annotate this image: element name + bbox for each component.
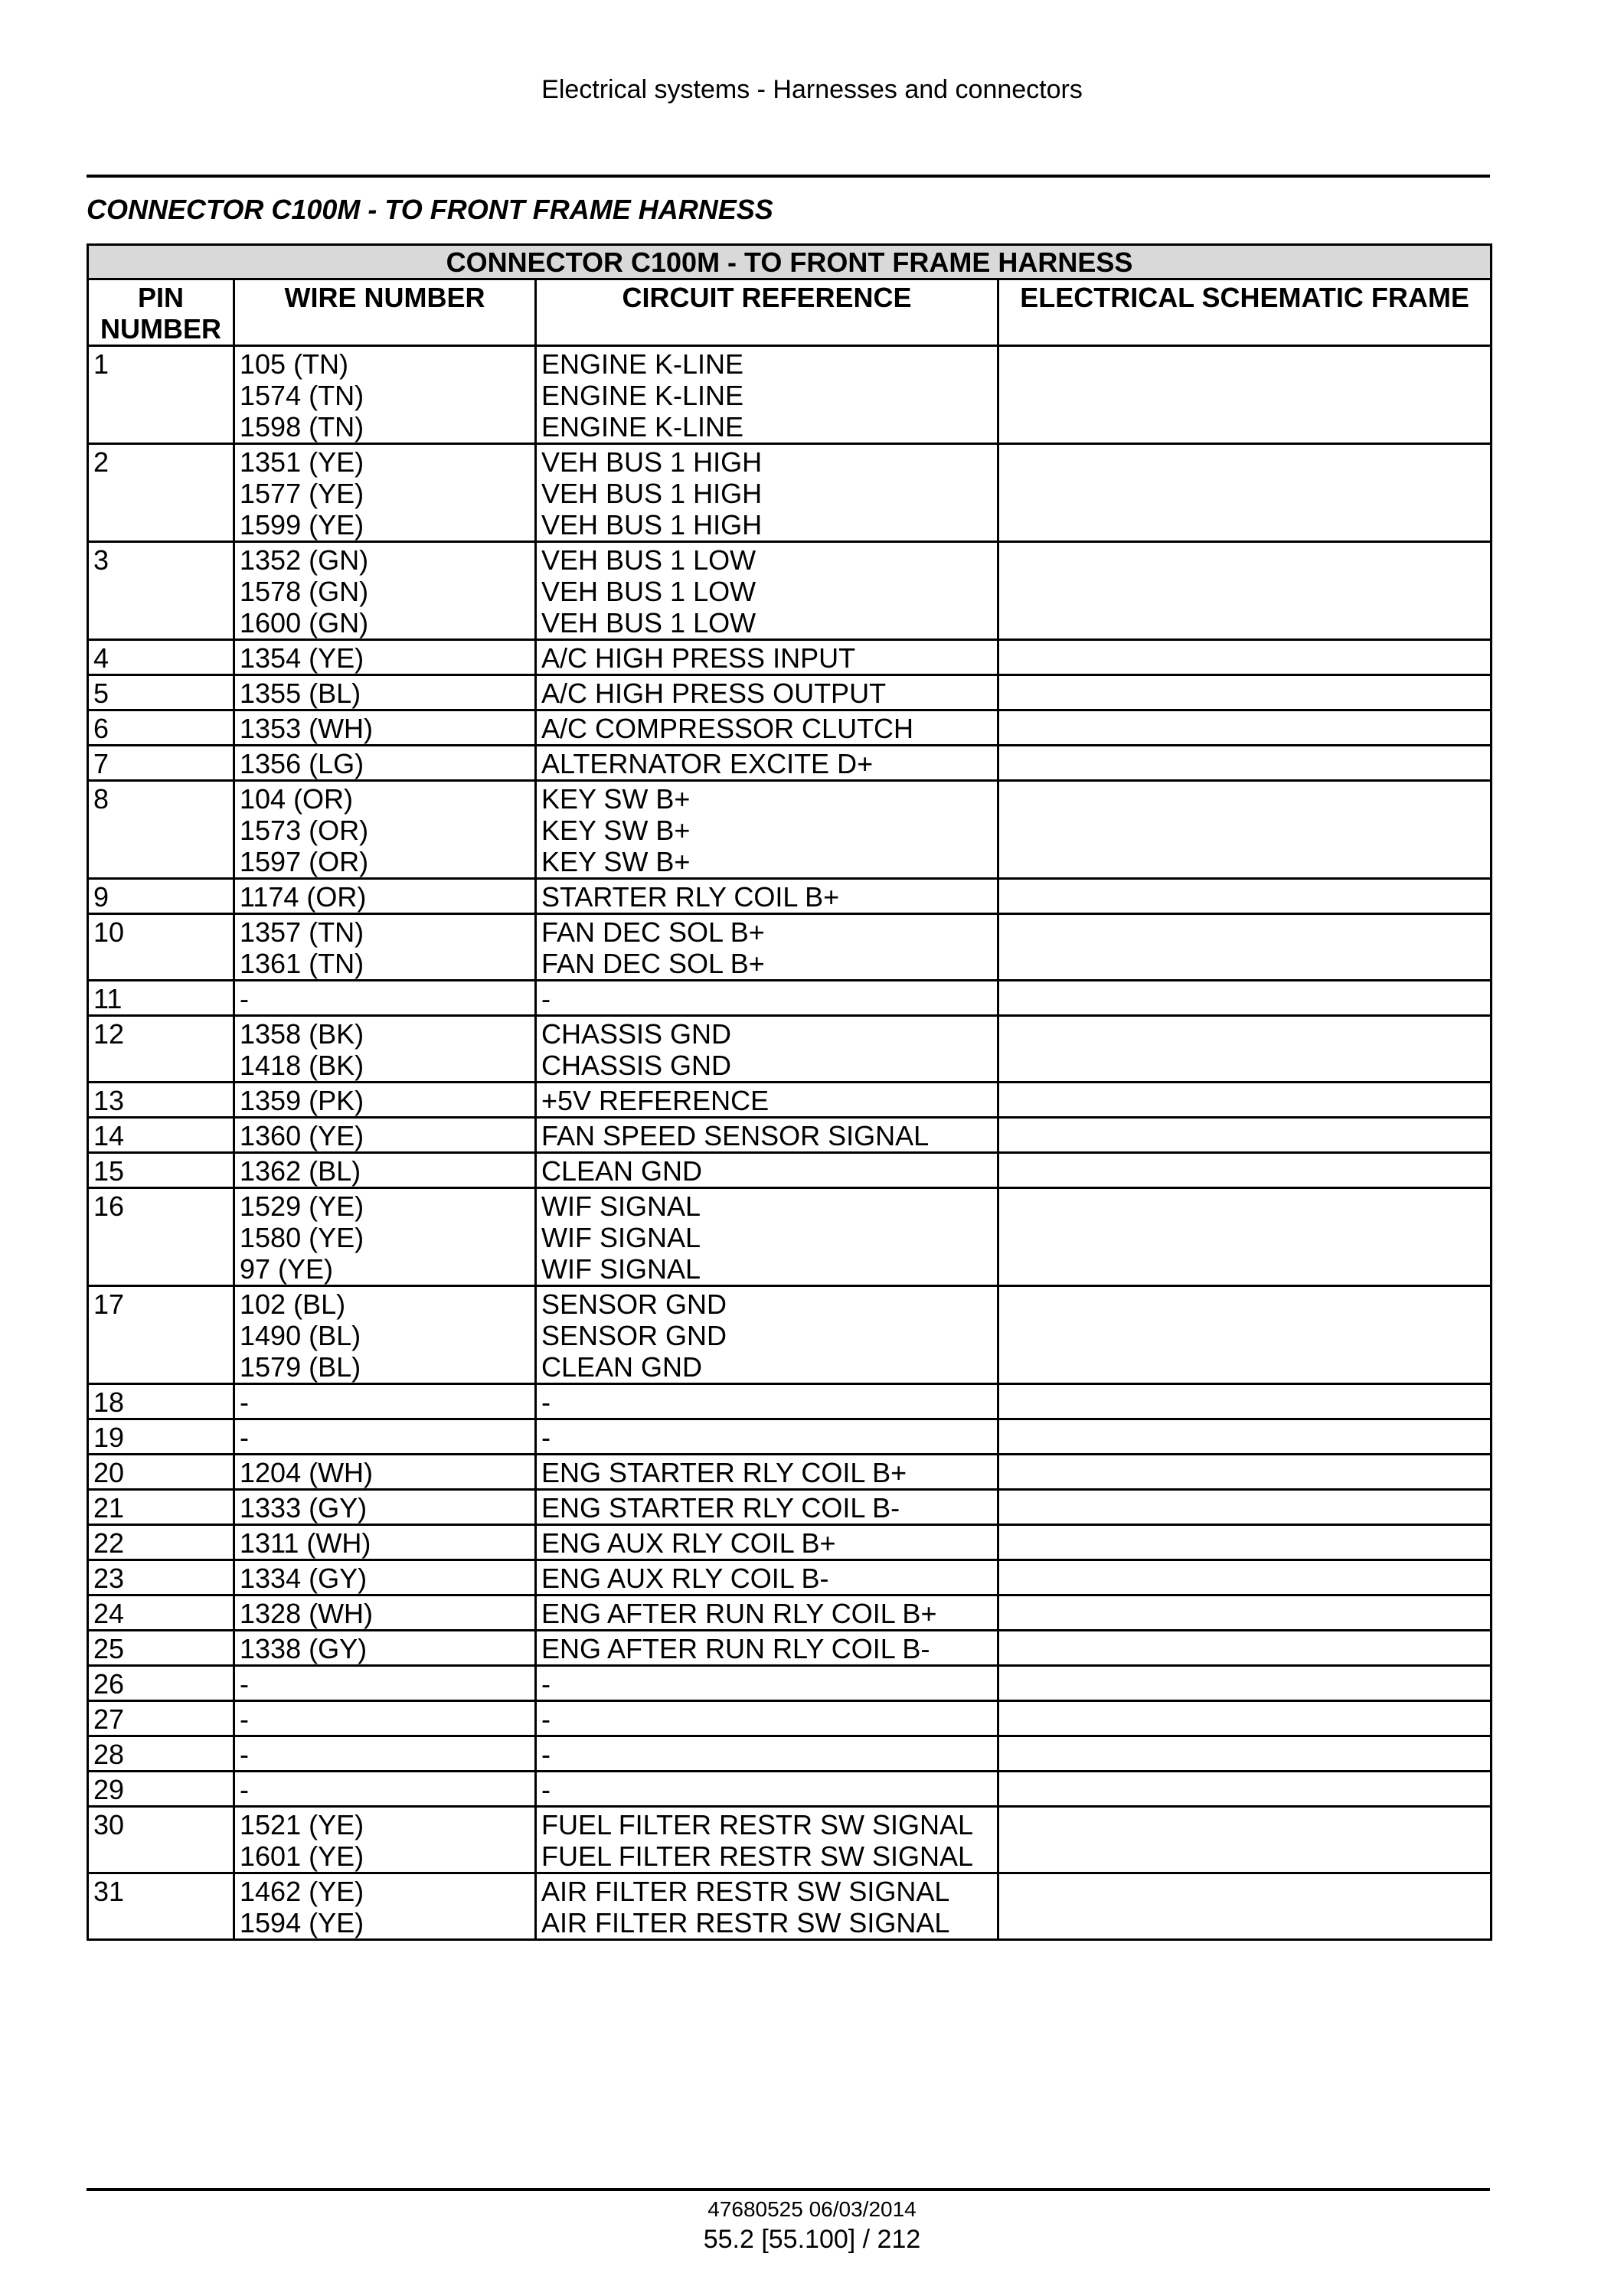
wire-number: 1359 (PK) xyxy=(240,1085,364,1116)
schematic-frame-cell xyxy=(998,675,1492,710)
wire-number: 1204 (WH) xyxy=(240,1457,374,1488)
pin-number-cell: 8 xyxy=(88,781,234,879)
schematic-frame-cell xyxy=(998,1631,1492,1666)
circuit-reference: CLEAN GND xyxy=(541,1351,703,1383)
table-row xyxy=(88,981,1492,1016)
wire-number: 1357 (TN) xyxy=(240,916,364,948)
wire-number: 1358 (BK) xyxy=(240,1018,364,1050)
circuit-reference: VEH BUS 1 HIGH xyxy=(541,478,763,509)
circuit-reference: ENGINE K-LINE xyxy=(541,348,744,380)
pin-number-cell: 3 xyxy=(88,542,234,640)
table-row xyxy=(88,1595,1492,1631)
schematic-frame-cell xyxy=(998,879,1492,914)
section-title: CONNECTOR C100M - TO FRONT FRAME HARNESS xyxy=(87,194,773,225)
schematic-frame-cell xyxy=(998,1595,1492,1631)
circuit-reference-cell xyxy=(536,1153,998,1188)
wire-number-cell xyxy=(234,1188,536,1286)
wire-number: 1354 (YE) xyxy=(240,642,364,674)
table-row xyxy=(88,914,1492,981)
table-row xyxy=(88,346,1492,444)
wire-number-cell xyxy=(234,1807,536,1873)
circuit-reference-cell xyxy=(536,1419,998,1455)
table-caption: CONNECTOR C100M - TO FRONT FRAME HARNESS xyxy=(88,245,1492,279)
wire-number-cell xyxy=(234,1736,536,1772)
wire-number-cell xyxy=(234,1666,536,1701)
circuit-reference: KEY SW B+ xyxy=(541,815,691,846)
schematic-frame-cell xyxy=(998,346,1492,444)
wire-number: 1362 (BL) xyxy=(240,1155,361,1187)
circuit-reference-cell xyxy=(536,710,998,746)
pin-number-cell: 24 xyxy=(88,1595,234,1631)
wire-number: 1418 (BK) xyxy=(240,1050,364,1081)
pin-number-cell: 7 xyxy=(88,746,234,781)
schematic-frame-cell xyxy=(998,1701,1492,1736)
table-row xyxy=(88,1736,1492,1772)
table-row xyxy=(88,1631,1492,1666)
circuit-reference: STARTER RLY COIL B+ xyxy=(541,881,840,913)
wire-number: 1338 (GY) xyxy=(240,1633,368,1664)
table-row xyxy=(88,1188,1492,1286)
table-row xyxy=(88,879,1492,914)
column-header-frame: ELECTRICAL SCHEMATIC FRAME xyxy=(998,279,1492,346)
wire-number: 1311 (WH) xyxy=(240,1527,371,1559)
circuit-reference-cell xyxy=(536,1666,998,1701)
wire-number-cell xyxy=(234,1016,536,1083)
wire-number: 1577 (YE) xyxy=(240,478,364,509)
circuit-reference: FAN SPEED SENSOR SIGNAL xyxy=(541,1120,930,1151)
footer-page-number: 55.2 [55.100] / 212 xyxy=(703,2225,921,2254)
circuit-reference: VEH BUS 1 HIGH xyxy=(541,509,763,541)
circuit-reference: +5V REFERENCE xyxy=(541,1085,770,1116)
wire-number: 1328 (WH) xyxy=(240,1598,374,1629)
circuit-reference: - xyxy=(541,1668,551,1700)
header-divider xyxy=(87,175,1490,178)
circuit-reference-cell xyxy=(536,346,998,444)
pin-number-cell: 10 xyxy=(88,914,234,981)
circuit-reference-cell xyxy=(536,444,998,542)
circuit-reference: WIF SIGNAL xyxy=(541,1253,701,1285)
table-row xyxy=(88,1807,1492,1873)
circuit-reference: A/C COMPRESSOR CLUTCH xyxy=(541,713,914,744)
circuit-reference: ENG STARTER RLY COIL B+ xyxy=(541,1457,907,1488)
circuit-reference-cell xyxy=(536,1016,998,1083)
circuit-reference-cell xyxy=(536,675,998,710)
circuit-reference-cell xyxy=(536,1490,998,1525)
wire-number-cell xyxy=(234,746,536,781)
circuit-reference-cell xyxy=(536,640,998,675)
pin-number-cell: 23 xyxy=(88,1560,234,1595)
table-row xyxy=(88,444,1492,542)
schematic-frame-cell xyxy=(998,1807,1492,1873)
pin-number-cell: 17 xyxy=(88,1286,234,1384)
schematic-frame-cell xyxy=(998,1188,1492,1286)
wire-number-cell xyxy=(234,781,536,879)
wire-number: - xyxy=(240,1703,249,1735)
page-header: Electrical systems - Harnesses and connectors xyxy=(541,75,1083,104)
wire-number-cell xyxy=(234,1153,536,1188)
wire-number: 1352 (GN) xyxy=(240,544,369,576)
circuit-reference: ENG STARTER RLY COIL B- xyxy=(541,1492,900,1524)
circuit-reference: A/C HIGH PRESS INPUT xyxy=(541,642,856,674)
table-row xyxy=(88,1384,1492,1419)
wire-number-cell xyxy=(234,1118,536,1153)
wire-number-cell xyxy=(234,1083,536,1118)
pin-number-cell: 13 xyxy=(88,1083,234,1118)
circuit-reference-cell xyxy=(536,1736,998,1772)
table-row xyxy=(88,1772,1492,1807)
table-row xyxy=(88,781,1492,879)
wire-number: 1573 (OR) xyxy=(240,815,369,846)
wire-number: - xyxy=(240,1422,249,1453)
circuit-reference: WIF SIGNAL xyxy=(541,1222,701,1253)
wire-number: 1580 (YE) xyxy=(240,1222,364,1253)
schematic-frame-cell xyxy=(998,1525,1492,1560)
wire-number: 97 (YE) xyxy=(240,1253,334,1285)
wire-number-cell xyxy=(234,1701,536,1736)
schematic-frame-cell xyxy=(998,1286,1492,1384)
schematic-frame-cell xyxy=(998,1118,1492,1153)
table-row xyxy=(88,746,1492,781)
schematic-frame-cell xyxy=(998,542,1492,640)
pin-number-cell: 19 xyxy=(88,1419,234,1455)
wire-number: 1601 (YE) xyxy=(240,1840,364,1872)
circuit-reference-cell xyxy=(536,746,998,781)
pin-number-cell: 20 xyxy=(88,1455,234,1490)
circuit-reference-cell xyxy=(536,1807,998,1873)
wire-number-cell xyxy=(234,542,536,640)
footer-divider xyxy=(87,2188,1490,2191)
table-row xyxy=(88,1083,1492,1118)
circuit-reference: ALTERNATOR EXCITE D+ xyxy=(541,748,874,779)
wire-number: 1174 (OR) xyxy=(240,881,367,913)
circuit-reference: ENG AFTER RUN RLY COIL B- xyxy=(541,1633,930,1664)
wire-number: 1490 (BL) xyxy=(240,1320,361,1351)
footer-doc-reference: 47680525 06/03/2014 xyxy=(707,2197,917,2221)
pin-number-cell: 2 xyxy=(88,444,234,542)
wire-number: 1574 (TN) xyxy=(240,380,364,411)
connector-table xyxy=(87,243,1492,1941)
schematic-frame-cell xyxy=(998,1153,1492,1188)
schematic-frame-cell xyxy=(998,1384,1492,1419)
circuit-reference: FAN DEC SOL B+ xyxy=(541,948,765,979)
table-row xyxy=(88,542,1492,640)
wire-number-cell xyxy=(234,675,536,710)
wire-number-cell xyxy=(234,1772,536,1807)
wire-number: 1351 (YE) xyxy=(240,446,364,478)
circuit-reference-cell xyxy=(536,1384,998,1419)
column-header-circuit: CIRCUIT REFERENCE xyxy=(536,279,998,346)
table-row xyxy=(88,1560,1492,1595)
circuit-reference: ENG AUX RLY COIL B+ xyxy=(541,1527,836,1559)
pin-number-cell: 22 xyxy=(88,1525,234,1560)
circuit-reference: ENG AUX RLY COIL B- xyxy=(541,1563,829,1594)
circuit-reference-cell xyxy=(536,1873,998,1940)
pin-number-cell: 5 xyxy=(88,675,234,710)
wire-number: 104 (OR) xyxy=(240,783,354,815)
schematic-frame-cell xyxy=(998,914,1492,981)
table-row xyxy=(88,710,1492,746)
schematic-frame-cell xyxy=(998,444,1492,542)
table-row xyxy=(88,1016,1492,1083)
schematic-frame-cell xyxy=(998,1873,1492,1940)
table-row xyxy=(88,1419,1492,1455)
wire-number: - xyxy=(240,983,249,1014)
circuit-reference-cell xyxy=(536,1286,998,1384)
schematic-frame-cell xyxy=(998,746,1492,781)
circuit-reference: - xyxy=(541,1739,551,1770)
wire-number-cell xyxy=(234,1286,536,1384)
wire-number-cell xyxy=(234,1595,536,1631)
table-row xyxy=(88,1118,1492,1153)
table-row xyxy=(88,1490,1492,1525)
circuit-reference: VEH BUS 1 HIGH xyxy=(541,446,763,478)
circuit-reference: AIR FILTER RESTR SW SIGNAL xyxy=(541,1876,950,1907)
schematic-frame-cell xyxy=(998,640,1492,675)
table-body xyxy=(88,346,1492,1940)
circuit-reference: CHASSIS GND xyxy=(541,1018,732,1050)
wire-number: - xyxy=(240,1668,249,1700)
wire-number: 1600 (GN) xyxy=(240,607,369,639)
circuit-reference-cell xyxy=(536,1560,998,1595)
circuit-reference: - xyxy=(541,1774,551,1805)
pin-number-cell: 28 xyxy=(88,1736,234,1772)
table-row xyxy=(88,1873,1492,1940)
table-row xyxy=(88,1286,1492,1384)
table-row xyxy=(88,1525,1492,1560)
wire-number-cell xyxy=(234,1873,536,1940)
wire-number: 1360 (YE) xyxy=(240,1120,364,1151)
circuit-reference-cell xyxy=(536,1631,998,1666)
wire-number: 1579 (BL) xyxy=(240,1351,361,1383)
circuit-reference: KEY SW B+ xyxy=(541,846,691,877)
circuit-reference: - xyxy=(541,1386,551,1418)
pin-number-cell: 15 xyxy=(88,1153,234,1188)
circuit-reference-cell xyxy=(536,1188,998,1286)
wire-number: 1462 (YE) xyxy=(240,1876,364,1907)
wire-number-cell xyxy=(234,1525,536,1560)
wire-number: - xyxy=(240,1774,249,1805)
circuit-reference-cell xyxy=(536,542,998,640)
pin-number-cell: 11 xyxy=(88,981,234,1016)
wire-number-cell xyxy=(234,1455,536,1490)
circuit-reference: VEH BUS 1 LOW xyxy=(541,607,756,639)
circuit-reference-cell xyxy=(536,914,998,981)
schematic-frame-cell xyxy=(998,1736,1492,1772)
table-row xyxy=(88,1153,1492,1188)
wire-number: 1361 (TN) xyxy=(240,948,364,979)
schematic-frame-cell xyxy=(998,710,1492,746)
circuit-reference: FAN DEC SOL B+ xyxy=(541,916,765,948)
circuit-reference: CHASSIS GND xyxy=(541,1050,732,1081)
table-row xyxy=(88,1666,1492,1701)
wire-number-cell xyxy=(234,710,536,746)
wire-number: 1597 (OR) xyxy=(240,846,369,877)
circuit-reference: VEH BUS 1 LOW xyxy=(541,544,756,576)
circuit-reference: - xyxy=(541,1703,551,1735)
pin-number-cell: 14 xyxy=(88,1118,234,1153)
circuit-reference-cell xyxy=(536,1701,998,1736)
circuit-reference-cell xyxy=(536,1118,998,1153)
pin-number-cell: 4 xyxy=(88,640,234,675)
table-row xyxy=(88,675,1492,710)
circuit-reference-cell xyxy=(536,781,998,879)
wire-number: 1594 (YE) xyxy=(240,1907,364,1938)
pin-number-cell: 21 xyxy=(88,1490,234,1525)
pin-number-cell: 6 xyxy=(88,710,234,746)
circuit-reference-cell xyxy=(536,879,998,914)
circuit-reference: WIF SIGNAL xyxy=(541,1190,701,1222)
circuit-reference: A/C HIGH PRESS OUTPUT xyxy=(541,678,887,709)
wire-number-cell xyxy=(234,1490,536,1525)
wire-number-cell xyxy=(234,1560,536,1595)
wire-number: - xyxy=(240,1739,249,1770)
wire-number-cell xyxy=(234,640,536,675)
schematic-frame-cell xyxy=(998,1772,1492,1807)
wire-number: 1353 (WH) xyxy=(240,713,374,744)
circuit-reference: VEH BUS 1 LOW xyxy=(541,576,756,607)
wire-number-cell xyxy=(234,879,536,914)
wire-number-cell xyxy=(234,346,536,444)
pin-number-cell: 9 xyxy=(88,879,234,914)
wire-number: 1356 (LG) xyxy=(240,748,364,779)
wire-number-cell xyxy=(234,1419,536,1455)
pin-number-cell: 12 xyxy=(88,1016,234,1083)
wire-number-cell xyxy=(234,914,536,981)
pin-number-cell: 30 xyxy=(88,1807,234,1873)
table-row xyxy=(88,1701,1492,1736)
pin-number-cell: 1 xyxy=(88,346,234,444)
circuit-reference: ENGINE K-LINE xyxy=(541,411,744,443)
table-row xyxy=(88,640,1492,675)
wire-number: 1334 (GY) xyxy=(240,1563,368,1594)
column-header-wire: WIRE NUMBER xyxy=(234,279,536,346)
table-row xyxy=(88,1455,1492,1490)
schematic-frame-cell xyxy=(998,1083,1492,1118)
circuit-reference-cell xyxy=(536,1595,998,1631)
pin-number-cell: 29 xyxy=(88,1772,234,1807)
schematic-frame-cell xyxy=(998,1016,1492,1083)
schematic-frame-cell xyxy=(998,1560,1492,1595)
wire-number: 1529 (YE) xyxy=(240,1190,364,1222)
schematic-frame-cell xyxy=(998,1419,1492,1455)
wire-number-cell xyxy=(234,1631,536,1666)
wire-number: 1521 (YE) xyxy=(240,1809,364,1840)
pin-number-cell: 25 xyxy=(88,1631,234,1666)
circuit-reference: CLEAN GND xyxy=(541,1155,703,1187)
wire-number: 1599 (YE) xyxy=(240,509,364,541)
circuit-reference-cell xyxy=(536,981,998,1016)
wire-number: 1598 (TN) xyxy=(240,411,364,443)
wire-number: 1578 (GN) xyxy=(240,576,369,607)
wire-number: 105 (TN) xyxy=(240,348,349,380)
circuit-reference: FUEL FILTER RESTR SW SIGNAL xyxy=(541,1809,974,1840)
circuit-reference: SENSOR GND xyxy=(541,1288,727,1320)
circuit-reference-cell xyxy=(536,1455,998,1490)
circuit-reference: ENGINE K-LINE xyxy=(541,380,744,411)
pin-number-cell: 18 xyxy=(88,1384,234,1419)
circuit-reference: - xyxy=(541,983,551,1014)
wire-number: 1333 (GY) xyxy=(240,1492,368,1524)
schematic-frame-cell xyxy=(998,1490,1492,1525)
circuit-reference: - xyxy=(541,1422,551,1453)
wire-number-cell xyxy=(234,444,536,542)
pin-number-cell: 27 xyxy=(88,1701,234,1736)
schematic-frame-cell xyxy=(998,1455,1492,1490)
circuit-reference-cell xyxy=(536,1083,998,1118)
wire-number: - xyxy=(240,1386,249,1418)
circuit-reference: SENSOR GND xyxy=(541,1320,727,1351)
pin-number-cell: 31 xyxy=(88,1873,234,1940)
circuit-reference-cell xyxy=(536,1772,998,1807)
pin-number-cell: 26 xyxy=(88,1666,234,1701)
schematic-frame-cell xyxy=(998,1666,1492,1701)
circuit-reference: KEY SW B+ xyxy=(541,783,691,815)
wire-number-cell xyxy=(234,981,536,1016)
schematic-frame-cell xyxy=(998,981,1492,1016)
circuit-reference: FUEL FILTER RESTR SW SIGNAL xyxy=(541,1840,974,1872)
circuit-reference: ENG AFTER RUN RLY COIL B+ xyxy=(541,1598,937,1629)
column-header-pin: PIN NUMBER xyxy=(88,279,234,346)
wire-number-cell xyxy=(234,1384,536,1419)
wire-number: 1355 (BL) xyxy=(240,678,361,709)
wire-number: 102 (BL) xyxy=(240,1288,346,1320)
schematic-frame-cell xyxy=(998,781,1492,879)
circuit-reference: AIR FILTER RESTR SW SIGNAL xyxy=(541,1907,950,1938)
circuit-reference-cell xyxy=(536,1525,998,1560)
pin-number-cell: 16 xyxy=(88,1188,234,1286)
